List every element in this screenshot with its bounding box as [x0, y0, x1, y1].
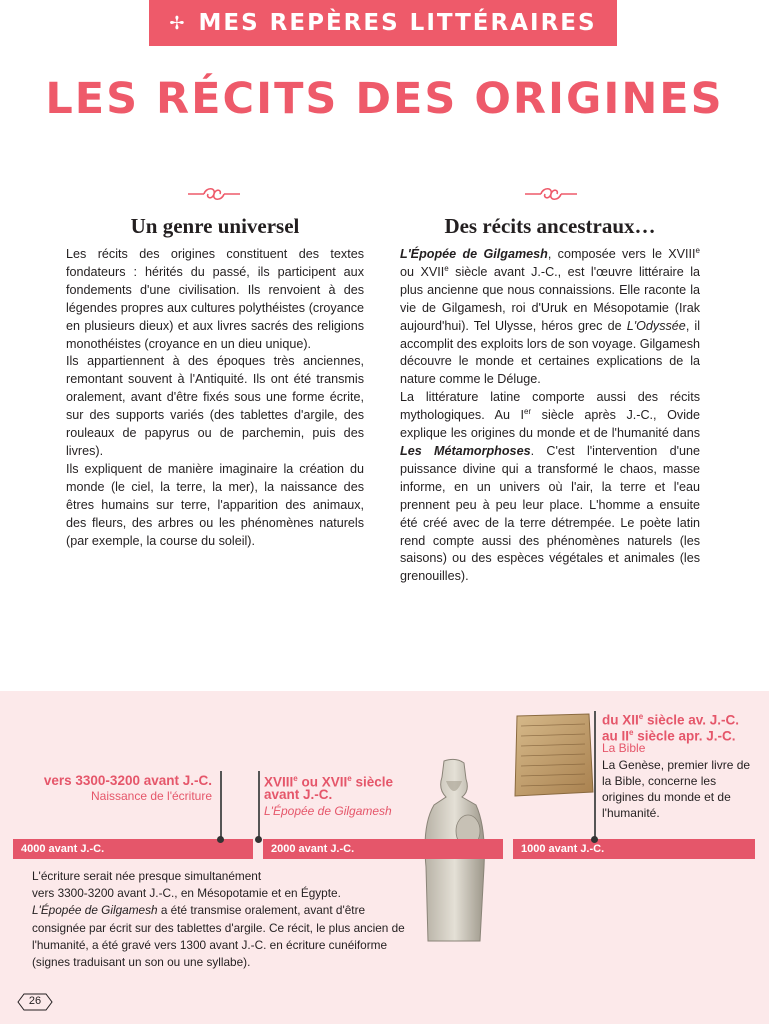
timeline-marker-dot: [591, 836, 598, 843]
superscript: e: [444, 263, 449, 273]
superscript: e: [638, 712, 644, 721]
event-label-writing: Naissance de l'écriture: [90, 789, 212, 803]
banner-label: MES REPÈRES LITTÉRAIRES: [198, 10, 597, 36]
text-span: ou XVII: [297, 774, 348, 790]
text-span: ou XVII: [400, 264, 445, 279]
text-span: La littérature latine comporte aussi des récits mythologiques. Au I: [400, 390, 700, 423]
note-line-3: [32, 902, 412, 971]
timeline-marker-dot: [255, 836, 262, 843]
superscript: e: [629, 728, 634, 737]
text-span: siècle avant J.-C., est l'œuvre littéraire la plus ancienne que nous connaissions. Elle raconte la vie de Gilgamesh, roi d'Uruk en Mésopotamie (Irak aujourd'hui). Tel Ulysse, héros grec de: [400, 264, 700, 333]
text-span: au II: [602, 728, 630, 744]
superscript: e: [347, 774, 352, 783]
left-paragraph-3: Ils expliquent de manière imaginaire la création du monde (le ciel, la terre, la mer), la naissance des êtres humains sur terre, l'apparition des animaux, des fleurs, des arbres ou les phénomènes naturels (par exemple, la course du soleil).: [66, 461, 364, 548]
superscript: er: [524, 406, 532, 416]
left-paragraph-1: Les récits des origines constituent des textes fondateurs : hérités du passé, ils participent aux fondements d'une civilisation. Ils renvoient à des légendes propres aux cultures polythéistes (croyance en plusieurs dieux) et aux livres sacrés des religions monothéistes (croyance en un dieu unique).: [66, 247, 364, 351]
superscript: e: [695, 245, 700, 255]
timeline-bar-1000: 1000 avant J.-C.: [513, 839, 755, 859]
right-paragraph-1: [400, 246, 700, 389]
right-heading: Des récits ancestraux…: [444, 214, 656, 238]
event-label-bible: La Bible: [602, 741, 646, 755]
text-span: , composée vers le XVIII: [547, 247, 696, 261]
gilgamesh-title: L'Épopée de Gilgamesh: [400, 247, 548, 261]
timeline-marker-dot: [217, 836, 224, 843]
event-label-gilgamesh: L'Épopée de Gilgamesh: [264, 804, 392, 818]
event-date-gilgamesh-2: avant J.-C.: [264, 787, 333, 802]
timeline-bar-2000: 2000 avant J.-C.: [263, 839, 503, 859]
timeline-marker-line: [220, 771, 222, 841]
metamorphoses-title: Les Métamorphoses: [400, 443, 531, 458]
ornament-icon: ✢: [169, 12, 187, 34]
text-span: , il accomplit des exploits lors de son voyage. Gilgamesh découvre le monde et certaines explications de la nature comme le Déluge.: [400, 318, 701, 387]
text-span: siècle: [351, 774, 393, 790]
timeline-marker-line: [258, 771, 260, 841]
page-title: LES RÉCITS DES ORIGINES: [45, 74, 724, 124]
right-paragraph-2: [400, 389, 700, 586]
right-column-text: [400, 246, 700, 586]
text-span: XVIII: [264, 774, 294, 790]
text-span: a été transmise oralement, avant d'être consignée par écrit sur des tablettes d'argile. Ce récit, le plus ancien de l'humanité, a été gravé vers 1300 avant J.-C. en écriture cunéiforme (signes traduisant un son ou une syllabe).: [32, 903, 405, 970]
timeline-note: [32, 868, 412, 971]
page-number-label: 26: [28, 995, 42, 1007]
text-span: du XII: [602, 712, 639, 728]
section-banner: [149, 0, 617, 46]
timeline-bar-4000: 4000 avant J.-C.: [13, 839, 253, 859]
timeline-marker-line: [594, 711, 596, 841]
text-span: siècle après J.-C., Ovide explique les origines du monde et de l'humanité dans: [400, 408, 700, 441]
swirl-ornament-icon: [186, 185, 242, 203]
text-span: siècle apr. J.-C.: [633, 728, 736, 744]
gilgamesh-title: L'Épopée de Gilgamesh: [32, 903, 158, 918]
swirl-ornament-icon: [523, 185, 579, 203]
left-column-text: [66, 246, 364, 550]
note-line-2: vers 3300-3200 avant J.-C., en Mésopotamie et en Égypte.: [32, 886, 341, 901]
text-span: siècle av. J.-C.: [643, 712, 740, 728]
text-span: . C'est l'intervention d'une puissance divine qui a transformé le chaos, masse informe, en un univers où l'air, la terre et l'eau prennent peu à peu leur place. L'homme a ensuite été créé avec de la terre détrempée. Le poète latin rend compte aussi des phénomènes naturels (les saisons) ou des espèces végétales et animales (les grenouilles).: [400, 443, 700, 584]
event-date-writing: vers 3300-3200 avant J.-C.: [43, 773, 212, 788]
left-heading: Un genre universel: [130, 214, 300, 238]
left-paragraph-2: Ils appartiennent à des époques très anciennes, remontant souvent à l'Antiquité. Ils ont été transmis oralement, avant d'être fixés sous une forme écrite, sur des supports variés (des tablettes d'argile, des rouleaux de papyrus ou de parchemin, puis des livres).: [66, 354, 364, 458]
page-number: [17, 991, 53, 1013]
odyssee-title: L'Odyssée: [626, 318, 686, 333]
event-text-bible: La Genèse, premier livre de la Bible, concerne les origines du monde et de l'humanité.: [602, 758, 751, 820]
note-line-1: L'écriture serait née presque simultanément: [32, 869, 262, 883]
clay-tablet-image: [511, 712, 595, 798]
superscript: e: [293, 774, 298, 783]
